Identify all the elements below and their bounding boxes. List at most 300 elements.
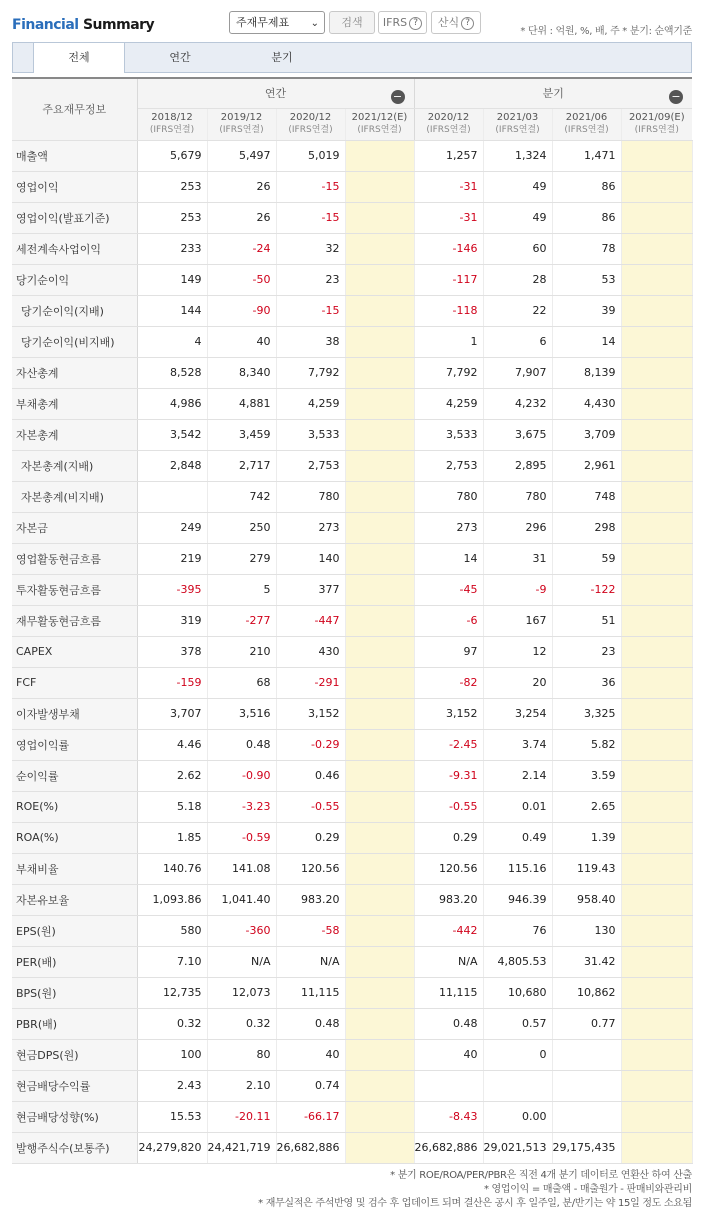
value-cell: 4,881: [207, 388, 276, 419]
column-header: [621, 108, 692, 140]
value-cell: 3,533: [414, 419, 483, 450]
value-cell: 4: [137, 326, 207, 357]
column-period: 2020/12: [289, 112, 332, 123]
value-cell: [621, 171, 692, 202]
value-cell: [345, 822, 414, 853]
value-cell: 0.48: [414, 1008, 483, 1039]
value-cell: 15.53: [137, 1101, 207, 1132]
value-cell: [621, 512, 692, 543]
statement-type-select[interactable]: [229, 11, 325, 34]
value-cell: [345, 853, 414, 884]
value-cell: 3,675: [483, 419, 552, 450]
value-cell: 748: [552, 481, 621, 512]
value-cell: 3,459: [207, 419, 276, 450]
page-title-rest: Summary: [78, 17, 155, 33]
header: [0, 0, 702, 40]
value-cell: 130: [552, 915, 621, 946]
column-basis: (IFRS연결): [149, 125, 195, 135]
value-cell: 780: [483, 481, 552, 512]
value-cell: [552, 1070, 621, 1101]
question-mark-icon: ?: [409, 17, 422, 30]
value-cell: 233: [137, 233, 207, 264]
value-cell: 97: [414, 636, 483, 667]
unit-note: * 단위 : 억원, %, 배, 주 * 분기: 순액기준: [520, 26, 692, 37]
value-cell: [345, 574, 414, 605]
column-header: [137, 108, 207, 140]
value-cell: 958.40: [552, 884, 621, 915]
value-cell: [621, 264, 692, 295]
value-cell: 4.46: [137, 729, 207, 760]
value-cell: 273: [414, 512, 483, 543]
collapse-annual-icon[interactable]: −: [391, 90, 405, 104]
table-row: [12, 1008, 692, 1039]
tab-quarter[interactable]: 분기: [271, 51, 293, 64]
value-cell: -9.31: [414, 760, 483, 791]
quarter-group-header: [414, 78, 692, 108]
value-cell: 68: [207, 667, 276, 698]
value-cell: 119.43: [552, 853, 621, 884]
value-cell: [345, 419, 414, 450]
row-label: 현금배당성향(%): [12, 1101, 137, 1132]
value-cell: 3,707: [137, 698, 207, 729]
ifrs-help-button[interactable]: [378, 11, 427, 34]
column-period: 2020/12: [427, 112, 470, 123]
value-cell: N/A: [414, 946, 483, 977]
value-cell: 49: [483, 171, 552, 202]
value-cell: 2.10: [207, 1070, 276, 1101]
table-row: [12, 264, 692, 295]
value-cell: 2,895: [483, 450, 552, 481]
value-cell: 5.82: [552, 729, 621, 760]
value-cell: 29,175,435: [552, 1132, 621, 1163]
value-cell: -15: [276, 202, 345, 233]
value-cell: -31: [414, 171, 483, 202]
value-cell: [137, 481, 207, 512]
tab-all[interactable]: 전체: [33, 43, 125, 73]
value-cell: 0.77: [552, 1008, 621, 1039]
footnote: * 영업이익 = 매출액 - 매출원가 - 판매비와관리비: [483, 1184, 692, 1195]
value-cell: -122: [552, 574, 621, 605]
value-cell: [621, 946, 692, 977]
value-cell: 1: [414, 326, 483, 357]
value-cell: [621, 419, 692, 450]
value-cell: -15: [276, 295, 345, 326]
column-basis: (IFRS연결): [634, 125, 679, 135]
value-cell: [621, 977, 692, 1008]
row-header-cell: 주요재무정보: [12, 78, 137, 140]
row-label: 발행주식수(보통주): [12, 1132, 137, 1163]
value-cell: [621, 667, 692, 698]
row-label: 매출액: [12, 140, 137, 171]
value-cell: 40: [207, 326, 276, 357]
table-row: [12, 357, 692, 388]
period-tabs: [12, 42, 692, 73]
value-cell: 26: [207, 171, 276, 202]
footnote: * 재무실적은 주석반영 및 검수 후 업데이트 되며 결산은 공시 후 일주일, 분/반기는 약 15일 정도 소요됨: [258, 1198, 692, 1209]
table-row: [12, 977, 692, 1008]
value-cell: 0.00: [483, 1101, 552, 1132]
column-header: [276, 108, 345, 140]
column-basis: (IFRS연결): [288, 125, 333, 135]
value-cell: 8,340: [207, 357, 276, 388]
value-cell: 8,528: [137, 357, 207, 388]
value-cell: [345, 1070, 414, 1101]
value-cell: 26,682,886: [276, 1132, 345, 1163]
table-row: [12, 1039, 692, 1070]
value-cell: -82: [414, 667, 483, 698]
value-cell: 1,041.40: [207, 884, 276, 915]
table-row: [12, 729, 692, 760]
value-cell: [621, 1101, 692, 1132]
column-basis: (IFRS연결): [219, 125, 264, 135]
value-cell: -58: [276, 915, 345, 946]
value-cell: 298: [552, 512, 621, 543]
column-period: 2021/06: [565, 112, 608, 123]
formula-help-button[interactable]: [431, 11, 481, 34]
table-row: [12, 1070, 692, 1101]
value-cell: 2.62: [137, 760, 207, 791]
value-cell: 1,093.86: [137, 884, 207, 915]
value-cell: [345, 977, 414, 1008]
value-cell: 23: [276, 264, 345, 295]
column-header: [552, 108, 621, 140]
value-cell: 2.43: [137, 1070, 207, 1101]
value-cell: 140.76: [137, 853, 207, 884]
row-label: 자본총계: [12, 419, 137, 450]
value-cell: [345, 605, 414, 636]
column-period: 2018/12: [151, 112, 193, 123]
value-cell: 279: [207, 543, 276, 574]
ifrs-label: IFRS: [382, 16, 408, 29]
table-row: [12, 853, 692, 884]
value-cell: [621, 1039, 692, 1070]
value-cell: 60: [483, 233, 552, 264]
value-cell: 253: [137, 202, 207, 233]
value-cell: [345, 760, 414, 791]
table-row: [12, 760, 692, 791]
value-cell: 4,430: [552, 388, 621, 419]
value-cell: -117: [414, 264, 483, 295]
value-cell: -447: [276, 605, 345, 636]
value-cell: [621, 233, 692, 264]
value-cell: 28: [483, 264, 552, 295]
table-row: [12, 171, 692, 202]
table-row: [12, 481, 692, 512]
value-cell: 14: [552, 326, 621, 357]
value-cell: 319: [137, 605, 207, 636]
row-label: 투자활동현금흐름: [12, 574, 137, 605]
value-cell: -118: [414, 295, 483, 326]
value-cell: [621, 1070, 692, 1101]
row-label: EPS(원): [12, 915, 137, 946]
value-cell: 3,542: [137, 419, 207, 450]
row-label: 당기순이익(비지배): [12, 326, 137, 357]
value-cell: 10,680: [483, 977, 552, 1008]
value-cell: 250: [207, 512, 276, 543]
value-cell: [345, 202, 414, 233]
value-cell: [345, 884, 414, 915]
collapse-quarter-icon[interactable]: −: [669, 90, 683, 104]
value-cell: 7.10: [137, 946, 207, 977]
value-cell: 22: [483, 295, 552, 326]
value-cell: 0.32: [137, 1008, 207, 1039]
footnote: * 분기 ROE/ROA/PER/PBR은 직전 4개 분기 데이터로 연환산 하여 산출: [390, 1170, 692, 1181]
value-cell: 4,805.53: [483, 946, 552, 977]
row-label: 당기순이익: [12, 264, 137, 295]
value-cell: 2,961: [552, 450, 621, 481]
row-label: PER(배): [12, 946, 137, 977]
value-cell: 31: [483, 543, 552, 574]
table-row: [12, 574, 692, 605]
value-cell: [621, 729, 692, 760]
value-cell: 1,471: [552, 140, 621, 171]
row-label: 부채총계: [12, 388, 137, 419]
value-cell: [483, 1070, 552, 1101]
row-label: ROE(%): [12, 791, 137, 822]
table-row: [12, 512, 692, 543]
question-mark-icon: ?: [461, 17, 474, 30]
value-cell: 6: [483, 326, 552, 357]
value-cell: [345, 140, 414, 171]
value-cell: [414, 1070, 483, 1101]
value-cell: 983.20: [414, 884, 483, 915]
value-cell: 7,792: [414, 357, 483, 388]
row-label: 자본금: [12, 512, 137, 543]
value-cell: 0: [483, 1039, 552, 1070]
value-cell: 780: [414, 481, 483, 512]
value-cell: -45: [414, 574, 483, 605]
value-cell: [345, 233, 414, 264]
footnotes: [258, 1169, 692, 1211]
value-cell: 5: [207, 574, 276, 605]
value-cell: [345, 357, 414, 388]
value-cell: 26,682,886: [414, 1132, 483, 1163]
row-label: 부채비율: [12, 853, 137, 884]
value-cell: [552, 1101, 621, 1132]
value-cell: 4,259: [276, 388, 345, 419]
value-cell: 430: [276, 636, 345, 667]
value-cell: 219: [137, 543, 207, 574]
value-cell: [621, 915, 692, 946]
column-period: 2019/12: [220, 112, 263, 123]
table-row: [12, 543, 692, 574]
value-cell: [621, 295, 692, 326]
column-period: 2021/03: [496, 112, 539, 123]
value-cell: 49: [483, 202, 552, 233]
value-cell: 2,848: [137, 450, 207, 481]
value-cell: 378: [137, 636, 207, 667]
table-row: [12, 636, 692, 667]
column-basis: (IFRS연결): [495, 125, 540, 135]
value-cell: -6: [414, 605, 483, 636]
tab-annual[interactable]: 연간: [169, 51, 191, 64]
value-cell: 210: [207, 636, 276, 667]
value-cell: -0.55: [276, 791, 345, 822]
row-label: CAPEX: [12, 636, 137, 667]
value-cell: 40: [276, 1039, 345, 1070]
value-cell: 78: [552, 233, 621, 264]
value-cell: -0.59: [207, 822, 276, 853]
row-label: PBR(배): [12, 1008, 137, 1039]
value-cell: -15: [276, 171, 345, 202]
value-cell: -360: [207, 915, 276, 946]
value-cell: 377: [276, 574, 345, 605]
value-cell: 3,516: [207, 698, 276, 729]
value-cell: -90: [207, 295, 276, 326]
value-cell: 0.48: [207, 729, 276, 760]
value-cell: -277: [207, 605, 276, 636]
value-cell: [621, 698, 692, 729]
row-label: FCF: [12, 667, 137, 698]
row-label: 현금DPS(원): [12, 1039, 137, 1070]
row-label: ROA(%): [12, 822, 137, 853]
value-cell: 76: [483, 915, 552, 946]
value-cell: [345, 1101, 414, 1132]
column-header: [414, 108, 483, 140]
value-cell: [345, 667, 414, 698]
value-cell: -0.29: [276, 729, 345, 760]
value-cell: 120.56: [414, 853, 483, 884]
value-cell: 32: [276, 233, 345, 264]
quarter-group-label: 분기: [542, 87, 564, 101]
row-label: 재무활동현금흐름: [12, 605, 137, 636]
value-cell: 983.20: [276, 884, 345, 915]
value-cell: 3.74: [483, 729, 552, 760]
row-label: 현금배당수익률: [12, 1070, 137, 1101]
value-cell: -66.17: [276, 1101, 345, 1132]
value-cell: [345, 295, 414, 326]
row-label: 영업이익: [12, 171, 137, 202]
table-row: [12, 791, 692, 822]
value-cell: 0.29: [414, 822, 483, 853]
value-cell: [345, 946, 414, 977]
table-row: [12, 140, 692, 171]
chevron-down-icon: ⌄: [310, 18, 319, 29]
value-cell: 0.48: [276, 1008, 345, 1039]
value-cell: [621, 450, 692, 481]
value-cell: 7,792: [276, 357, 345, 388]
financial-summary-table: [12, 77, 693, 1164]
value-cell: 2,753: [414, 450, 483, 481]
value-cell: 149: [137, 264, 207, 295]
row-label: 자본총계(지배): [12, 450, 137, 481]
table-row: [12, 450, 692, 481]
statement-type-value: 주재무제표: [236, 16, 290, 29]
page-title-accent: Financial: [12, 17, 79, 33]
table-row: [12, 1132, 692, 1163]
row-label: 영업이익률: [12, 729, 137, 760]
value-cell: 167: [483, 605, 552, 636]
value-cell: 12,073: [207, 977, 276, 1008]
value-cell: 10,862: [552, 977, 621, 1008]
value-cell: [345, 791, 414, 822]
value-cell: 53: [552, 264, 621, 295]
value-cell: 2,753: [276, 450, 345, 481]
table-row: [12, 1101, 692, 1132]
column-basis: (IFRS연결): [426, 125, 471, 135]
value-cell: 2,717: [207, 450, 276, 481]
value-cell: 0.74: [276, 1070, 345, 1101]
value-cell: 31.42: [552, 946, 621, 977]
value-cell: [345, 1132, 414, 1163]
value-cell: [621, 202, 692, 233]
value-cell: -9: [483, 574, 552, 605]
value-cell: 3.59: [552, 760, 621, 791]
value-cell: [345, 450, 414, 481]
value-cell: 1,257: [414, 140, 483, 171]
value-cell: [621, 1008, 692, 1039]
value-cell: 2.14: [483, 760, 552, 791]
value-cell: -159: [137, 667, 207, 698]
value-cell: -442: [414, 915, 483, 946]
column-basis: (IFRS연결): [357, 125, 402, 135]
value-cell: [345, 729, 414, 760]
value-cell: 29,021,513: [483, 1132, 552, 1163]
value-cell: 0.46: [276, 760, 345, 791]
value-cell: 5,019: [276, 140, 345, 171]
value-cell: 140: [276, 543, 345, 574]
value-cell: 12,735: [137, 977, 207, 1008]
value-cell: [621, 791, 692, 822]
value-cell: 8,139: [552, 357, 621, 388]
value-cell: 5,497: [207, 140, 276, 171]
value-cell: -395: [137, 574, 207, 605]
value-cell: [621, 853, 692, 884]
value-cell: 11,115: [276, 977, 345, 1008]
value-cell: 51: [552, 605, 621, 636]
table-row: [12, 915, 692, 946]
row-label: 자본총계(비지배): [12, 481, 137, 512]
value-cell: 120.56: [276, 853, 345, 884]
value-cell: 38: [276, 326, 345, 357]
value-cell: 742: [207, 481, 276, 512]
value-cell: 23: [552, 636, 621, 667]
value-cell: [345, 512, 414, 543]
value-cell: 4,232: [483, 388, 552, 419]
value-cell: 1.85: [137, 822, 207, 853]
table-row: [12, 419, 692, 450]
value-cell: 26: [207, 202, 276, 233]
value-cell: 4,986: [137, 388, 207, 419]
table-row: [12, 202, 692, 233]
value-cell: 3,152: [414, 698, 483, 729]
value-cell: -31: [414, 202, 483, 233]
value-cell: -146: [414, 233, 483, 264]
value-cell: 80: [207, 1039, 276, 1070]
column-header: [345, 108, 414, 140]
page-title: [12, 17, 154, 33]
value-cell: 580: [137, 915, 207, 946]
value-cell: [621, 760, 692, 791]
value-cell: 253: [137, 171, 207, 202]
table-row: [12, 233, 692, 264]
value-cell: 4,259: [414, 388, 483, 419]
value-cell: 273: [276, 512, 345, 543]
table-row: [12, 946, 692, 977]
value-cell: 296: [483, 512, 552, 543]
row-label: 이자발생부채: [12, 698, 137, 729]
value-cell: [621, 574, 692, 605]
table-row: [12, 698, 692, 729]
value-cell: -50: [207, 264, 276, 295]
table-row: [12, 884, 692, 915]
column-header: [483, 108, 552, 140]
value-cell: [621, 884, 692, 915]
value-cell: 0.49: [483, 822, 552, 853]
value-cell: [621, 822, 692, 853]
value-cell: [621, 357, 692, 388]
search-button[interactable]: 검색: [329, 11, 375, 34]
